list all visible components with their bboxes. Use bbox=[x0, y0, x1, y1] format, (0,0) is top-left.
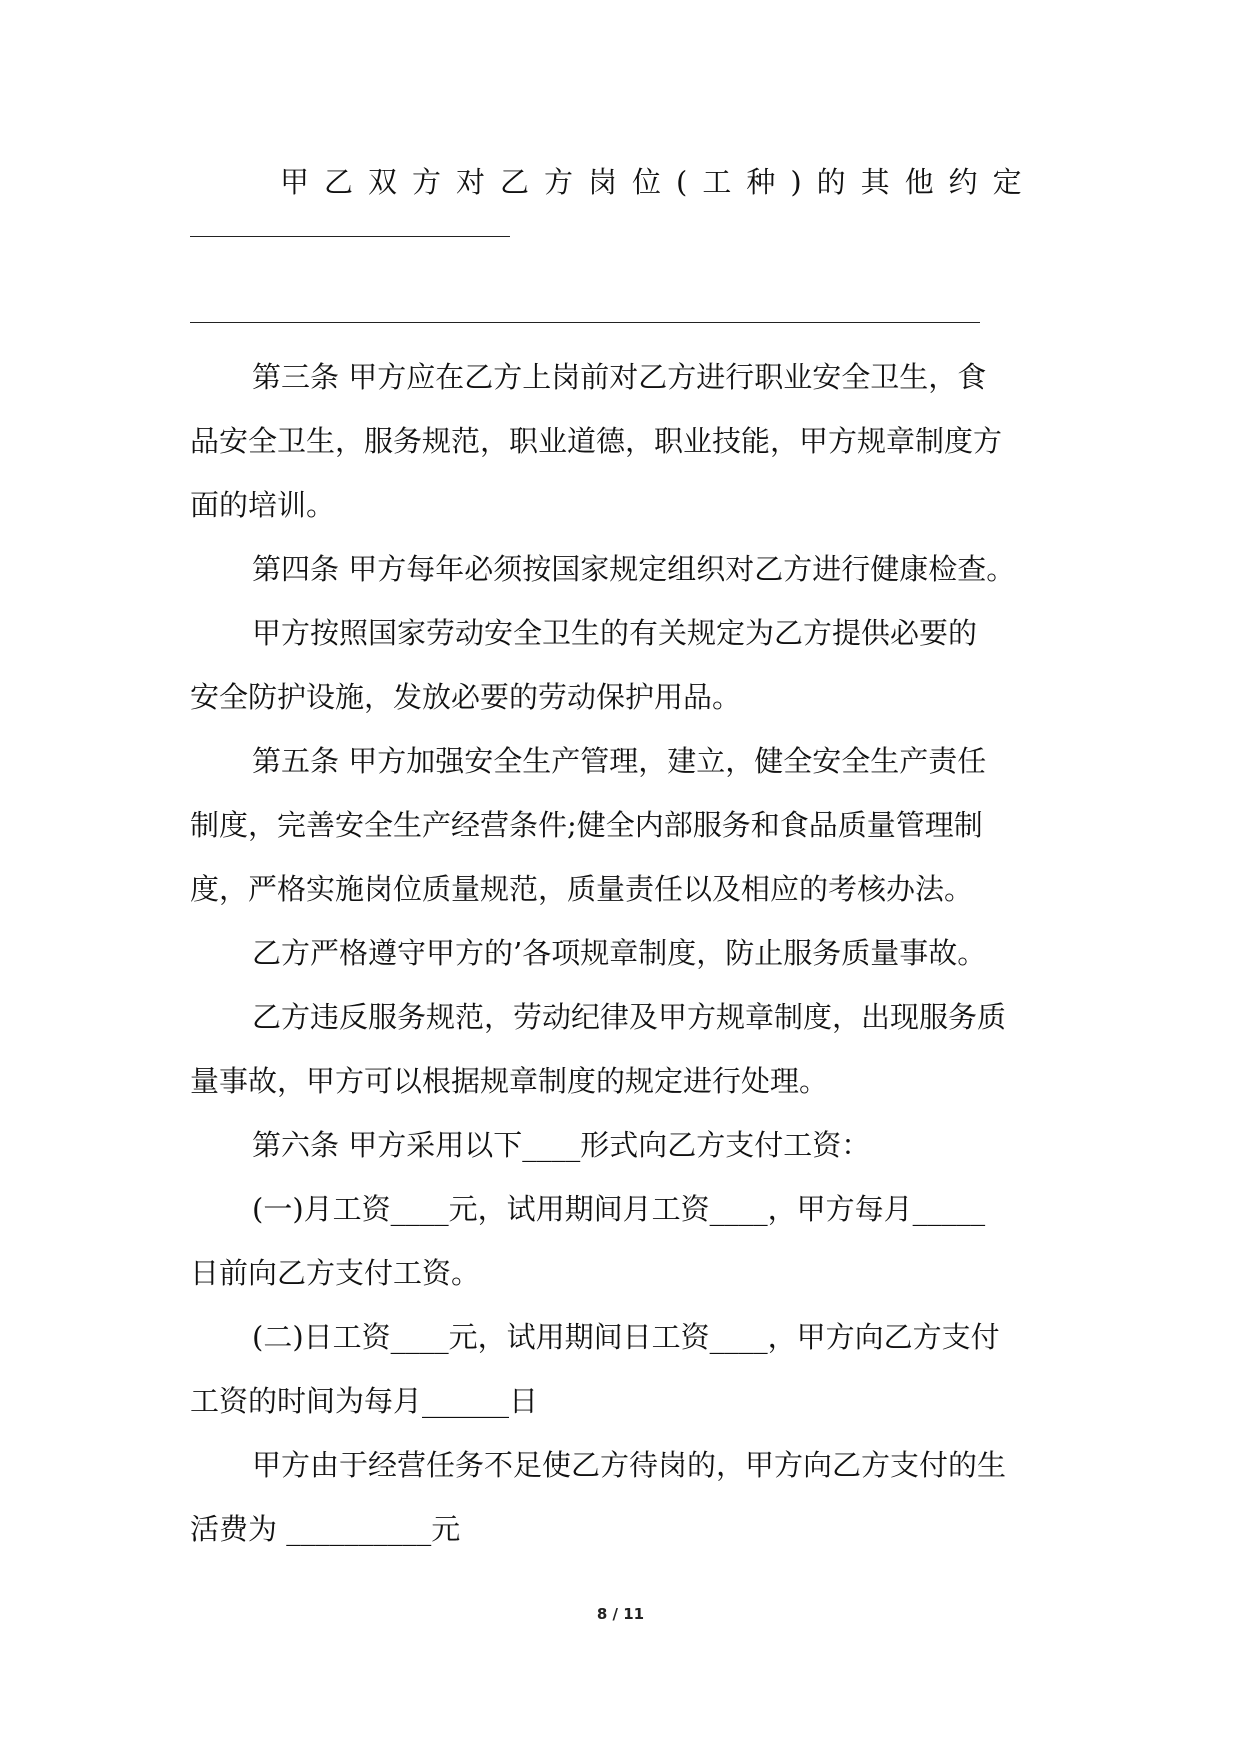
page-number: 8 / 11 bbox=[596, 1605, 645, 1623]
article-5-line-2: 制度，完善安全生产经营条件;健全内部服务和食品质量管理制 bbox=[190, 808, 983, 842]
article-4-line-2: 甲方按照国家劳动安全卫生的有关规定为乙方提供必要的 bbox=[252, 616, 978, 650]
article-6-standby-line-1: 甲方由于经营任务不足使乙方待岗的，甲方向乙方支付的生 bbox=[252, 1448, 1007, 1482]
article-6-line-1: 第六条 甲方采用以下____形式向乙方支付工资： bbox=[252, 1128, 871, 1162]
blank-underline-short bbox=[190, 236, 510, 237]
blank-underline-long bbox=[190, 322, 980, 323]
article-5-line-5: 乙方违反服务规范，劳动纪律及甲方规章制度，出现服务质 bbox=[252, 1000, 1007, 1034]
article-6-daily-line-1: (二)日工资____元，试用期间日工资____，甲方向乙方支付 bbox=[252, 1320, 1000, 1354]
article-5-line-6: 量事故，甲方可以根据规章制度的规定进行处理。 bbox=[190, 1064, 829, 1098]
article-3-line-2: 品安全卫生，服务规范，职业道德，职业技能，甲方规章制度方 bbox=[190, 424, 1003, 458]
article-4-line-3: 安全防护设施，发放必要的劳动保护用品。 bbox=[190, 680, 742, 714]
article-6-monthly-line-1: (一)月工资____元，试用期间月工资____，甲方每月_____ bbox=[252, 1192, 986, 1226]
article-5-line-1: 第五条 甲方加强安全生产管理，建立，健全安全生产责任 bbox=[252, 744, 987, 778]
article-6-monthly-line-2: 日前向乙方支付工资。 bbox=[190, 1256, 481, 1290]
article-5-line-3: 度，严格实施岗位质量规范，质量责任以及相应的考核办法。 bbox=[190, 872, 974, 906]
article-6-daily-line-2: 工资的时间为每月______日 bbox=[190, 1384, 539, 1418]
paragraph-other-agreement: 甲乙双方对乙方岗位(工种)的其他约定 bbox=[280, 165, 1037, 199]
article-3-line-1: 第三条 甲方应在乙方上岗前对乙方进行职业安全卫生，食 bbox=[252, 360, 987, 394]
article-3-line-3: 面的培训。 bbox=[190, 488, 336, 522]
article-4-line-1: 第四条 甲方每年必须按国家规定组织对乙方进行健康检查。 bbox=[252, 552, 1016, 586]
article-5-line-4: 乙方严格遵守甲方的’各项规章制度，防止服务质量事故。 bbox=[252, 936, 987, 970]
article-6-standby-line-2: 活费为 __________元 bbox=[190, 1512, 461, 1546]
